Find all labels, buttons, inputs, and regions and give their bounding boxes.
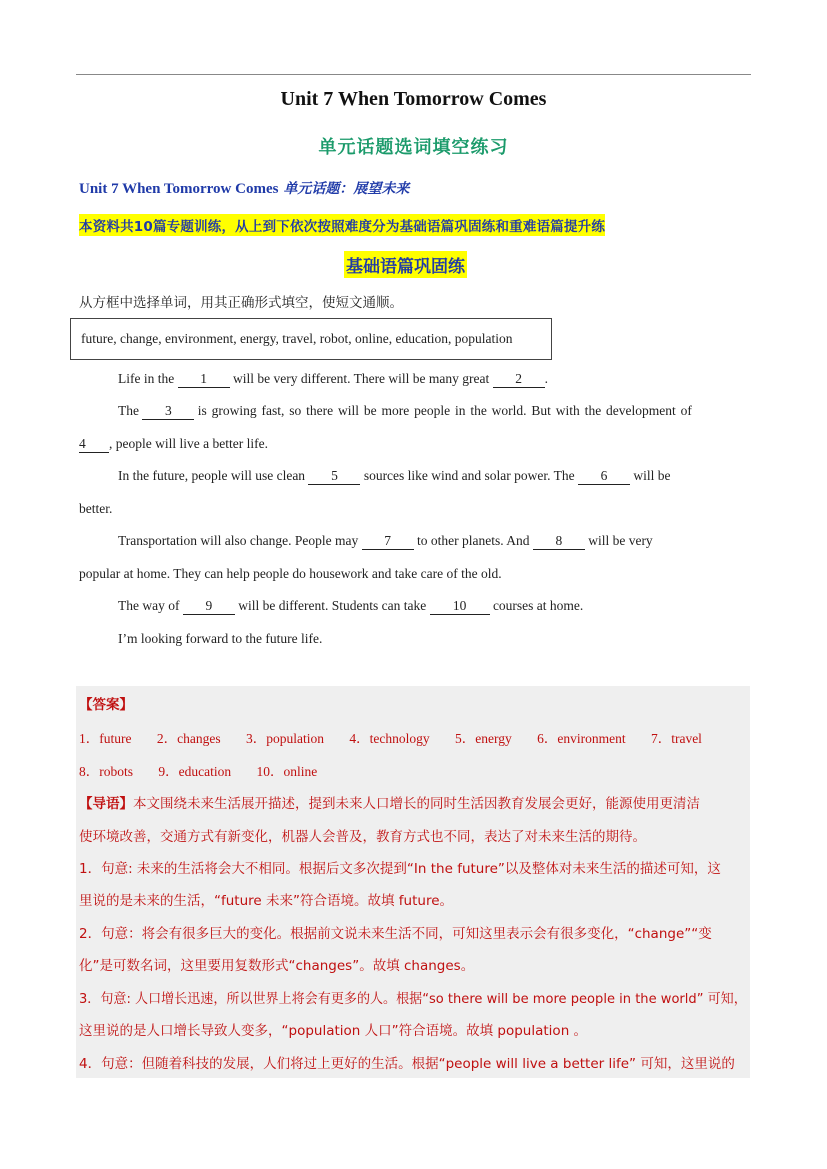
passage-line — [118, 369, 548, 389]
guide-label: 【导语】 — [79, 796, 133, 812]
answer-item: 3．population — [245, 731, 324, 746]
blank-8: 8 — [533, 533, 585, 550]
blank-7: 7 — [362, 533, 414, 550]
passage-text: . — [544, 371, 549, 386]
unit-topic-en: Unit 7 When Tomorrow Comes — [79, 181, 279, 197]
passage-text: Transportation will also change. People may — [118, 533, 359, 548]
unit-topic — [79, 178, 409, 198]
word-box: future, change, environment, energy, travel, robot, online, education, population — [70, 318, 552, 360]
guide-line-1 — [79, 792, 700, 812]
passage-text: will be very different. There will be many great — [232, 371, 490, 386]
answer-row-1 — [79, 727, 702, 747]
blank-10: 10 — [430, 598, 490, 615]
answer-item: 9．education — [158, 764, 232, 779]
passage-text: The — [118, 403, 139, 418]
answer-panel — [76, 686, 750, 1078]
answer-item: 7．travel — [650, 731, 702, 746]
passage-text: to other planets. And — [416, 533, 530, 548]
passage-text: In the future, people will use clean — [118, 468, 306, 483]
explanation-4-line-1: 4．句意：但随着科技的发展，人们将过上更好的生活。根据“people will live a better life” 可知，这里说的 — [79, 1056, 735, 1072]
section-title: 基础语篇巩固练 — [344, 251, 467, 278]
explanation-1-line-2: 里说的是未来的生活，“future 未来”符合语境。故填 future。 — [79, 893, 454, 909]
passage-line — [118, 531, 653, 551]
blank-3: 3 — [142, 403, 194, 420]
answer-item: 2．changes — [156, 731, 221, 746]
explanation-2-line-1: 2．句意：将会有很多巨大的变化。根据前文说未来生活不同，可知这里表示会有很多变化，“change”“变 — [79, 926, 712, 942]
blank-5: 5 — [308, 468, 360, 485]
blank-2: 2 — [493, 371, 545, 388]
header-rule — [76, 74, 751, 75]
passage-line — [118, 401, 692, 421]
answer-item: 1．future — [79, 731, 132, 746]
passage-text: will be different. Students can take — [238, 598, 427, 613]
explanation-3-line-2: 这里说的是人口增长导致人变多，“population 人口”符合语境。故填 population 。 — [79, 1023, 588, 1039]
passage-text: , people will live a better life. — [109, 436, 268, 451]
passage-line: I’m looking forward to the future life. — [118, 631, 323, 646]
passage-line — [118, 596, 583, 616]
explanation-2-line-2: 化”是可数名词，这里要用复数形式“changes”。故填 changes。 — [79, 958, 475, 974]
page-subtitle: 单元话题选词填空练习 — [318, 137, 509, 158]
blank-6: 6 — [578, 468, 630, 485]
resource-note: 本资料共10篇专题训练，从上到下依次按照难度分为基础语篇巩固练和重难语篇提升练 — [79, 214, 605, 236]
passage-text: will be very — [588, 533, 653, 548]
guide-line-2: 使环境改善，交通方式有新变化，机器人会普及，教育方式也不同，表达了对未来生活的期待。 — [79, 829, 646, 845]
answer-item: 4．technology — [349, 731, 430, 746]
answer-item: 10．online — [256, 764, 318, 779]
unit-topic-cn: 单元话题：展望未来 — [278, 181, 410, 197]
instruction-text: 从方框中选择单词，用其正确形式填空，使短文通顺。 — [79, 295, 403, 311]
passage-line — [79, 434, 268, 454]
answer-row-2 — [79, 760, 339, 780]
page-title: Unit 7 When Tomorrow Comes — [280, 88, 547, 110]
answer-item: 6．environment — [537, 731, 626, 746]
passage-text: sources like wind and solar power. The — [363, 468, 575, 483]
passage-text: Life in the — [118, 371, 175, 386]
answer-item: 8．robots — [79, 764, 133, 779]
answer-heading: 【答案】 — [79, 697, 133, 713]
blank-1: 1 — [178, 371, 230, 388]
guide-text: 本文围绕未来生活展开描述，提到未来人口增长的同时生活因教育发展会更好，能源使用更清洁 — [133, 796, 700, 812]
passage-text: is growing fast, so there will be more people in the world. But with the development of — [197, 403, 692, 418]
passage-text: The way of — [118, 598, 180, 613]
passage-line — [118, 466, 671, 486]
explanation-3-line-1: 3．句意: 人口增长迅速，所以世界上将会有更多的人。根据“so there will be more people in the world” 可知， — [79, 991, 747, 1007]
passage-text: will be — [633, 468, 671, 483]
passage-line: popular at home. They can help people do housework and take care of the old. — [79, 566, 502, 581]
blank-9: 9 — [183, 598, 235, 615]
passage-text: courses at home. — [492, 598, 584, 613]
answer-item: 5．energy — [454, 731, 512, 746]
passage-line: better. — [79, 501, 113, 516]
blank-4: 4 — [79, 436, 109, 453]
explanation-1-line-1: 1．句意: 未来的生活将会大不相同。根据后文多次提到“In the future”以及整体对未来生活的描述可知，这 — [79, 861, 721, 877]
